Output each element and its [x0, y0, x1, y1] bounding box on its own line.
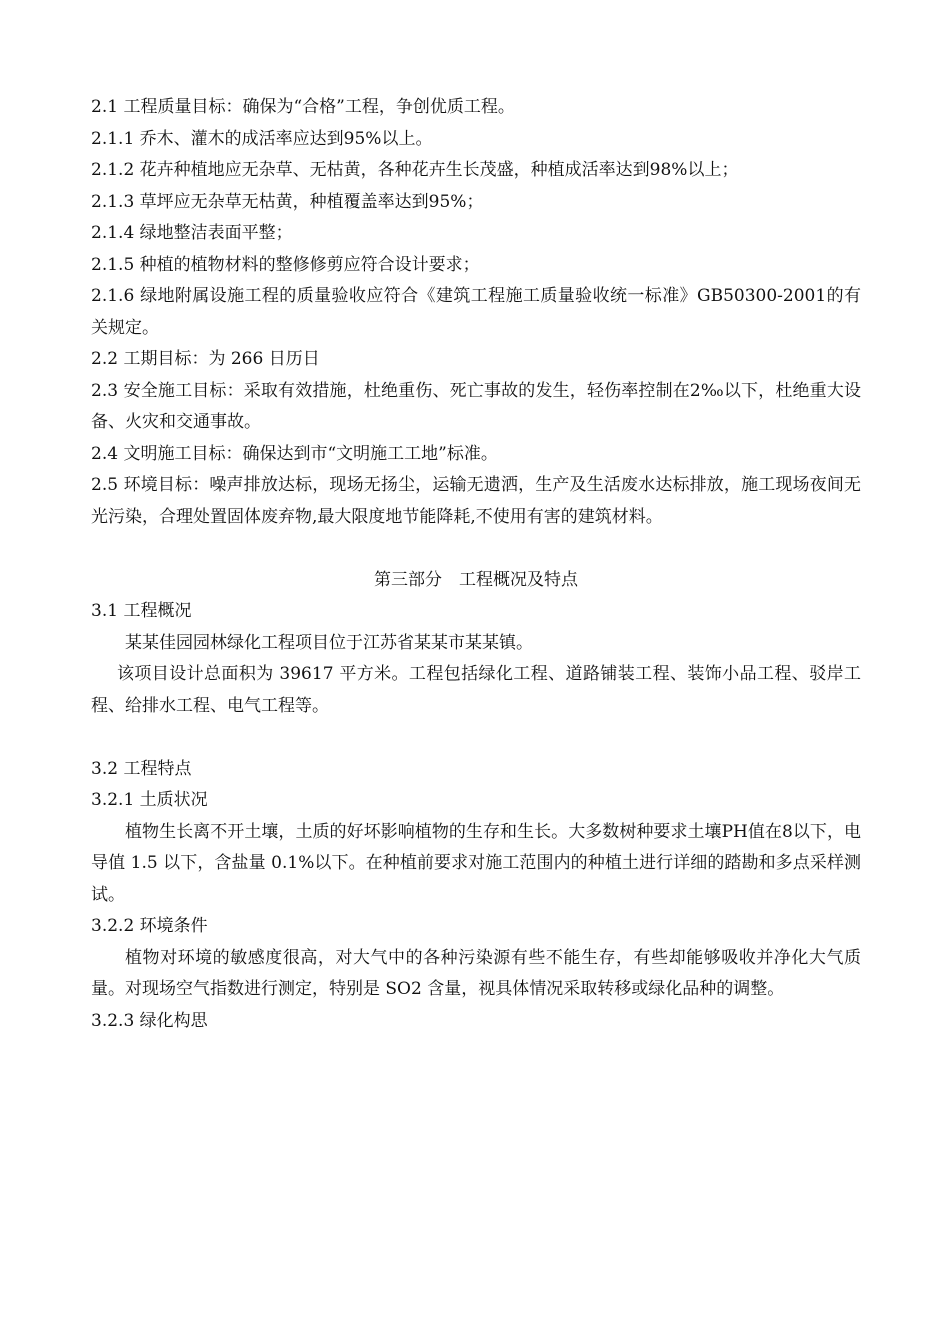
paragraph-2-3: 2.3 安全施工目标：采取有效措施，杜绝重伤、死亡事故的发生，轻伤率控制在2‰以下，杜绝重大设备、火灾和交通事故。: [91, 380, 861, 432]
paragraph-2-1-4: 2.1.4 绿地整洁表面平整；: [91, 223, 293, 243]
paragraph-3-2-2: 植物对环境的敏感度很高，对大气中的各种污染源有些不能生存，有些却能够吸收并净化大气质量。对现场空气指数进行测定，特别是 SO2 含量，视具体情况采取转移或绿化品种的调整。: [91, 947, 861, 999]
spacer: [91, 533, 861, 565]
heading-3-2-2: 3.2.2 环境条件: [91, 916, 208, 936]
paragraph-2-2: 2.2 工期目标：为 266 日历日: [91, 349, 320, 369]
heading-3-2-3: 3.2.3 绿化构思: [91, 1010, 208, 1031]
section-heading: 第三部分 工程概况及特点: [374, 569, 578, 590]
paragraph-2-1-1: 2.1.1 乔木、灌木的成活率应达到95%以上。: [91, 128, 433, 149]
spacer: [91, 722, 861, 754]
heading-3-2-1: 3.2.1 土质状况: [91, 790, 208, 810]
paragraph-2-1-2: 2.1.2 花卉种植地应无杂草、无枯黄，各种花卉生长茂盛，种植成活率达到98%以上；: [91, 160, 739, 180]
paragraph-3-1-a: 某某佳园园林绿化工程项目位于江苏省某某市某某镇。: [125, 632, 533, 653]
paragraph-2-5: 2.5 环境目标：噪声排放达标，现场无扬尘，运输无遗洒，生产及生活废水达标排放，施工现场夜间无光污染，合理处置固体废弃物,最大限度地节能降耗,不使用有害的建筑材料。: [91, 475, 861, 527]
paragraph-2-1-3: 2.1.3 草坪应无杂草无枯黄，种植覆盖率达到95%；: [91, 191, 484, 212]
paragraph-3-1-b: 该项目设计总面积为 39617 平方米。工程包括绿化工程、道路铺装工程、装饰小品工程、驳岸工程、给排水工程、电气工程等。: [91, 664, 861, 716]
heading-3-2: 3.2 工程特点: [91, 758, 192, 779]
heading-3-1: 3.1 工程概况: [91, 601, 192, 621]
paragraph-2-4: 2.4 文明施工目标：确保达到市“文明施工工地”标准。: [91, 443, 498, 464]
paragraph-2-1-5: 2.1.5 种植的植物材料的整修修剪应符合设计要求；: [91, 254, 480, 275]
document-page: [91, 92, 861, 1037]
paragraph-2-1: 2.1 工程质量目标：确保为“合格”工程，争创优质工程。: [91, 97, 515, 117]
paragraph-3-2-1: 植物生长离不开土壤，土质的好坏影响植物的生存和生长。大多数树种要求土壤PH值在8以下，电导值 1.5 以下，含盐量 0.1%以下。在种植前要求对施工范围内的种植土进行详细的踏勘和多点采样测试。: [91, 821, 861, 905]
paragraph-2-1-6: 2.1.6 绿地附属设施工程的质量验收应符合《建筑工程施工质量验收统一标准》GB50300-2001的有关规定。: [91, 286, 861, 338]
